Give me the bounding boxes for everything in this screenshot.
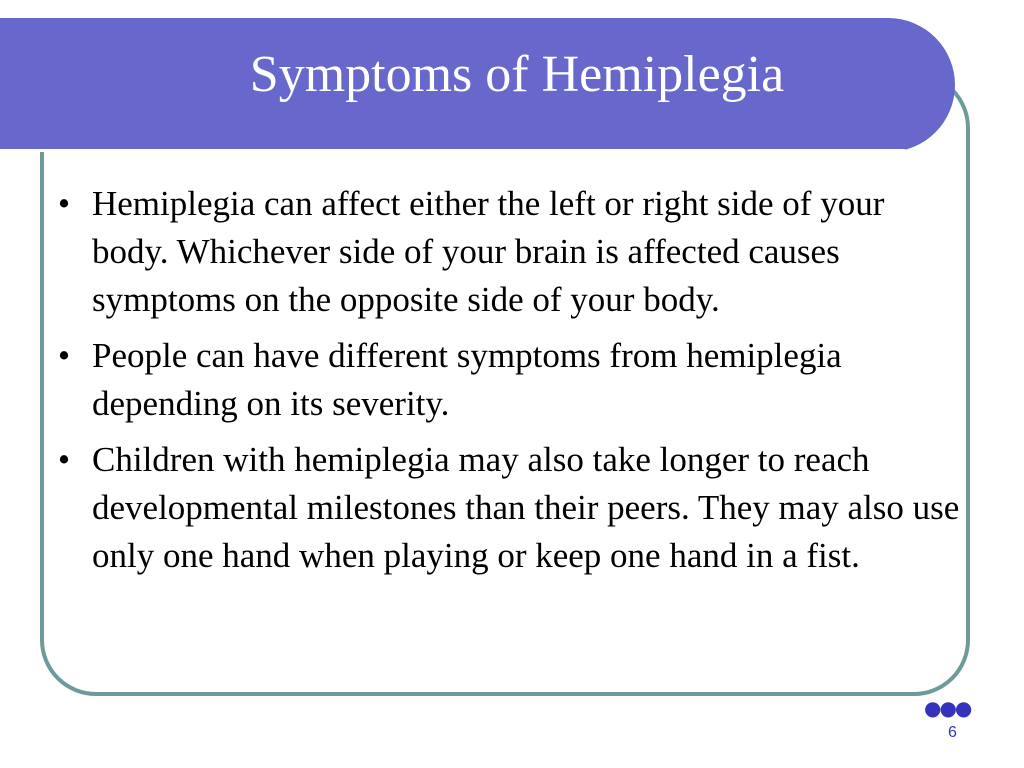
bullet-icon: •: [57, 184, 71, 223]
bullet-icon: •: [57, 440, 71, 479]
bullet-list: [52, 180, 964, 588]
title-underline: [0, 149, 905, 152]
slide-title: Symptoms of Hemiplegia: [249, 46, 785, 103]
bullet-item: [52, 180, 964, 324]
bullet-text: Hemiplegia can affect either the left or right side of your body. Whichever side of your brain is affected causes symptoms on the opposite side of your body.: [92, 184, 885, 319]
page-number: 6: [948, 724, 957, 741]
bullet-item: [52, 436, 964, 580]
bullet-text: Children with hemiplegia may also take longer to reach developmental milestones than their peers. They may also use only one hand when playing or keep one hand in a fist.: [92, 440, 960, 575]
bullet-item: [52, 332, 964, 428]
bullet-icon: •: [57, 336, 71, 375]
bullet-text: People can have different symptoms from hemiplegia depending on its severity.: [92, 336, 842, 423]
nav-dots-icon: ●●●: [924, 696, 971, 720]
